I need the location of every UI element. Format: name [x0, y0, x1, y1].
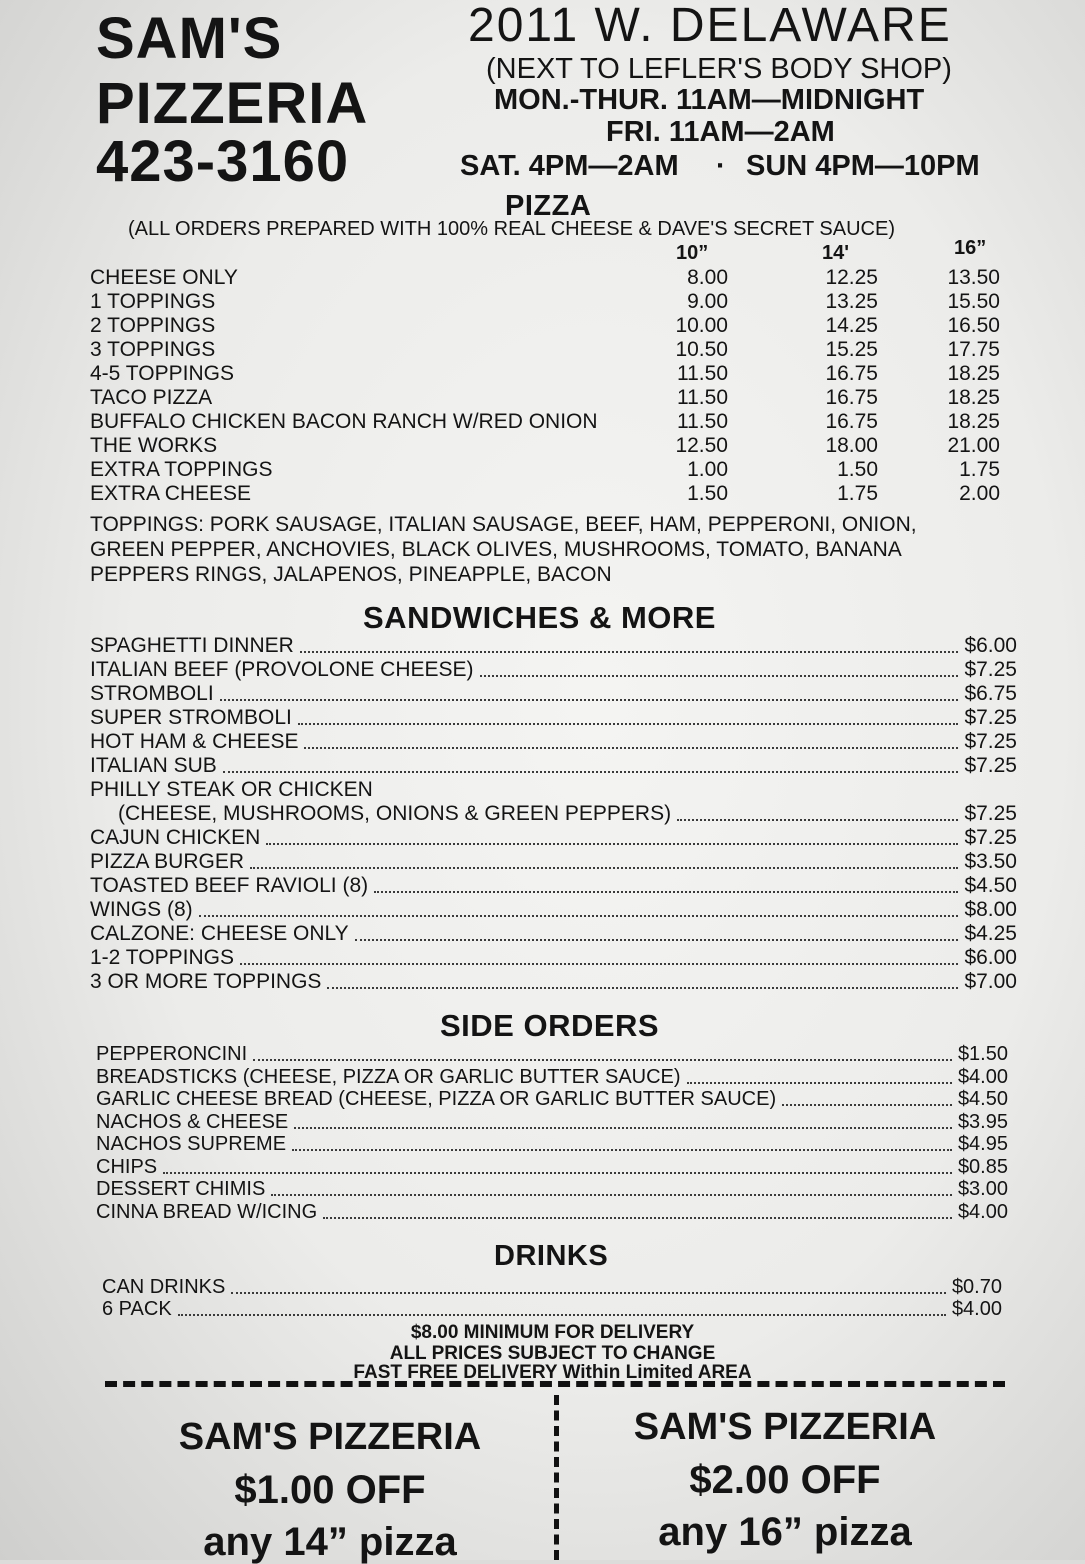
menu-item-price: $6.75 — [964, 682, 1017, 705]
pizza-row — [90, 362, 1010, 386]
menu-item-row — [96, 1110, 1008, 1134]
menu-item-price: $3.50 — [964, 850, 1017, 873]
drinks-section-title: DRINKS — [494, 1240, 609, 1272]
size-header-10: 10” — [676, 242, 709, 264]
pizza-item-name: 3 TOPPINGS — [90, 338, 216, 361]
dot-leader — [374, 891, 958, 893]
hours-sun: SUN 4PM—10PM — [746, 150, 980, 182]
menu-item-row — [90, 922, 1017, 946]
menu-item-price: $6.00 — [964, 946, 1017, 969]
menu-item-row — [90, 658, 1017, 682]
price-16: 15.50 — [947, 290, 1000, 313]
price-16: 21.00 — [947, 434, 1000, 457]
side-orders-section-title: SIDE ORDERS — [440, 1008, 660, 1043]
dot-leader — [199, 915, 959, 917]
menu-item-name: PEPPERONCINI — [96, 1043, 248, 1065]
menu-item-name: NACHOS SUPREME — [96, 1133, 287, 1155]
pizza-item-name: 2 TOPPINGS — [90, 314, 216, 337]
dot-leader — [677, 819, 958, 821]
dot-leader — [304, 747, 958, 749]
menu-item-name: ITALIAN BEEF (PROVOLONE CHEESE) — [90, 658, 474, 681]
hours-separator: · — [716, 150, 726, 182]
price-16: 17.75 — [947, 338, 1000, 361]
price-10: 1.00 — [687, 458, 728, 481]
price-14: 1.75 — [837, 482, 878, 505]
menu-item-name: 1-2 TOPPINGS — [90, 946, 234, 969]
dot-leader — [178, 1314, 946, 1316]
pizza-row — [90, 410, 1010, 434]
menu-item-row — [96, 1177, 1008, 1201]
dot-leader — [294, 1127, 952, 1129]
phone-number: 423-3160 — [96, 129, 350, 194]
menu-item-price: $4.50 — [964, 874, 1017, 897]
menu-item-row — [90, 970, 1017, 994]
pizza-item-name: TACO PIZZA — [90, 386, 213, 409]
pizza-row — [90, 386, 1010, 410]
price-14: 15.25 — [825, 338, 878, 361]
price-14: 14.25 — [825, 314, 878, 337]
price-10: 11.50 — [677, 386, 728, 409]
price-10: 12.50 — [675, 434, 728, 457]
menu-item-name: 3 OR MORE TOPPINGS — [90, 970, 322, 993]
menu-item-row — [96, 1132, 1008, 1156]
menu-item-price: $7.25 — [964, 826, 1017, 849]
menu-item-name: CHIPS — [96, 1155, 158, 1178]
price-14: 16.75 — [825, 386, 878, 409]
menu-item-row — [90, 754, 1017, 778]
coupon-divider — [554, 1395, 559, 1560]
menu-item-row — [90, 826, 1017, 850]
menu-item-name: CAJUN CHICKEN — [90, 826, 261, 849]
pizza-note: (ALL ORDERS PREPARED WITH 100% REAL CHEESE & DAVE'S SECRET SAUCE) — [128, 218, 895, 240]
menu-item-price: $7.25 — [964, 658, 1017, 681]
dot-leader — [298, 723, 959, 725]
price-10: 10.50 — [675, 338, 728, 361]
dot-leader — [300, 651, 959, 653]
menu-item-name: WINGS (8) — [90, 898, 193, 921]
menu-item-price: $7.25 — [964, 802, 1017, 825]
pizza-item-name: BUFFALO CHICKEN BACON RANCH W/RED ONION — [90, 410, 598, 433]
menu-item-name: ITALIAN SUB — [90, 754, 217, 777]
price-16: 2.00 — [959, 482, 1000, 505]
price-14: 12.25 — [825, 266, 878, 289]
dot-leader — [292, 1149, 952, 1151]
menu-item-name: GARLIC CHEESE BREAD (CHEESE, PIZZA OR GARLIC BUTTER SAUCE) — [96, 1088, 777, 1110]
dot-leader — [240, 963, 958, 965]
pizza-row — [90, 338, 1010, 362]
price-16: 18.25 — [947, 410, 1000, 433]
menu-item-price: $3.95 — [957, 1110, 1008, 1133]
menu-item-name: CAN DRINKS — [102, 1276, 226, 1298]
dot-leader — [323, 1217, 952, 1219]
menu-item-row — [90, 778, 1017, 802]
hours-sat: SAT. 4PM—2AM — [460, 150, 679, 182]
pizza-item-name: EXTRA TOPPINGS — [90, 458, 273, 481]
menu-item-price: $7.25 — [964, 706, 1017, 729]
menu-item-row — [90, 898, 1017, 922]
dot-leader — [266, 843, 958, 845]
menu-item-price: $8.00 — [964, 898, 1017, 921]
menu-item-row — [90, 706, 1017, 730]
price-16: 16.50 — [947, 314, 1000, 337]
dot-leader — [355, 939, 959, 941]
dot-leader — [253, 1059, 952, 1061]
menu-item-row — [96, 1155, 1008, 1179]
toppings-list: TOPPINGS: PORK SAUSAGE, ITALIAN SAUSAGE, BEEF, HAM, PEPPERONI, ONION, GREEN PEPPER, ANCHOVIES, BLACK OLIVES, MUSHROOMS, TOMATO, BANANA PEPPERS RINGS, JALAPENOS, PINEAPPLE, BACON — [90, 513, 917, 586]
menu-item-price: $7.25 — [964, 754, 1017, 777]
address: 2011 W. DELAWARE — [468, 0, 952, 52]
size-header-14: 14' — [822, 242, 850, 264]
menu-item-row — [90, 850, 1017, 874]
menu-item-row — [96, 1042, 1008, 1066]
menu-item-name: PHILLY STEAK OR CHICKEN — [90, 778, 373, 801]
menu-item-price: $7.25 — [964, 730, 1017, 753]
menu-item-name: BREADSTICKS (CHEESE, PIZZA OR GARLIC BUTTER SAUCE) — [96, 1065, 681, 1088]
menu-item-price: $3.00 — [957, 1178, 1008, 1200]
dot-leader — [231, 1292, 946, 1294]
pizza-row — [90, 482, 1010, 506]
restaurant-name-line1: SAM'S — [96, 6, 283, 71]
hours-fri: FRI. 11AM—2AM — [606, 116, 835, 148]
menu-item-price: $0.70 — [951, 1276, 1002, 1298]
price-10: 1.50 — [687, 482, 728, 505]
menu-item-name: NACHOS & CHEESE — [96, 1110, 289, 1133]
dot-leader — [250, 867, 958, 869]
coupon-cut-line — [105, 1381, 1005, 1387]
menu-item-row — [96, 1200, 1008, 1224]
menu-item-price: $7.00 — [964, 970, 1017, 993]
menu-item-name: 6 PACK — [102, 1298, 172, 1320]
price-14: 16.75 — [825, 362, 878, 385]
pizza-row — [90, 458, 1010, 482]
coupon-2-condition: any 16” pizza — [658, 1510, 912, 1554]
menu-item-name: DESSERT CHIMIS — [96, 1178, 266, 1200]
coupon-1-condition: any 14” pizza — [203, 1520, 457, 1564]
price-10: 11.50 — [677, 362, 728, 385]
menu-item-row — [96, 1065, 1008, 1089]
menu-item-name: SUPER STROMBOLI — [90, 706, 292, 729]
price-10: 9.00 — [687, 290, 728, 313]
dot-leader — [163, 1172, 952, 1174]
dot-leader — [327, 987, 958, 989]
hours-mon-thur: MON.-THUR. 11AM—MIDNIGHT — [494, 84, 925, 116]
price-16: 18.25 — [947, 386, 1000, 409]
menu-item-price: $4.50 — [957, 1088, 1008, 1110]
size-header-16: 16” — [954, 237, 987, 259]
menu-item-row — [102, 1275, 1002, 1299]
price-14: 13.25 — [825, 290, 878, 313]
price-14: 18.00 — [825, 434, 878, 457]
delivery-minimum: $8.00 MINIMUM FOR DELIVERY — [410, 1322, 695, 1343]
menu-item-row — [96, 1087, 1008, 1111]
pizza-item-name: 1 TOPPINGS — [90, 290, 216, 313]
menu-item-name: STROMBOLI — [90, 682, 214, 705]
free-delivery-note: FAST FREE DELIVERY Within Limited AREA — [353, 1362, 752, 1383]
coupon-1-name: SAM'S PIZZERIA — [178, 1416, 482, 1458]
menu-item-name: CINNA BREAD W/ICING — [96, 1200, 318, 1223]
price-14: 16.75 — [825, 410, 878, 433]
menu-item-price: $4.00 — [957, 1065, 1008, 1088]
pizza-item-name: EXTRA CHEESE — [90, 482, 252, 505]
menu-item-name: (CHEESE, MUSHROOMS, ONIONS & GREEN PEPPERS) — [118, 802, 672, 825]
menu-item-price: $4.00 — [951, 1298, 1002, 1320]
menu-item-name: SPAGHETTI DINNER — [90, 634, 294, 657]
menu-item-row — [90, 946, 1017, 970]
pizza-row — [90, 434, 1010, 458]
menu-item-price: $4.00 — [957, 1200, 1008, 1223]
menu-item-price: $1.50 — [957, 1043, 1008, 1065]
menu-item-row — [102, 1297, 1002, 1321]
price-16: 13.50 — [947, 266, 1000, 289]
coupon-1-offer: $1.00 OFF — [234, 1468, 426, 1512]
pizza-row — [90, 290, 1010, 314]
menu-item-price: $6.00 — [964, 634, 1017, 657]
dot-leader — [223, 771, 959, 773]
menu-item-name: PIZZA BURGER — [90, 850, 245, 873]
menu-item-price: $4.25 — [964, 922, 1017, 945]
menu-item-row — [90, 682, 1017, 706]
menu-item-price: $4.95 — [957, 1133, 1008, 1155]
dot-leader — [782, 1104, 952, 1106]
pizza-item-name: THE WORKS — [90, 434, 218, 457]
price-14: 1.50 — [837, 458, 878, 481]
price-10: 8.00 — [687, 266, 728, 289]
menu-item-name: TOASTED BEEF RAVIOLI (8) — [90, 874, 369, 897]
restaurant-name-line2: PIZZERIA — [96, 71, 369, 136]
menu-item-name: HOT HAM & CHEESE — [90, 730, 299, 753]
dot-leader — [687, 1082, 952, 1084]
pizza-section-title: PIZZA — [505, 190, 592, 222]
dot-leader — [480, 675, 959, 677]
landmark: (NEXT TO LEFLER'S BODY SHOP) — [486, 53, 952, 85]
pizza-row — [90, 314, 1010, 338]
price-10: 11.50 — [677, 410, 728, 433]
price-change-note: ALL PRICES SUBJECT TO CHANGE — [389, 1343, 716, 1364]
menu-item-row — [90, 634, 1017, 658]
menu-item-price: $0.85 — [957, 1155, 1008, 1178]
price-16: 18.25 — [947, 362, 1000, 385]
dot-leader — [271, 1194, 952, 1196]
menu-item-row — [90, 730, 1017, 754]
menu-item-name: CALZONE: CHEESE ONLY — [90, 922, 349, 945]
price-16: 1.75 — [959, 458, 1000, 481]
menu-item-row — [90, 874, 1017, 898]
sandwiches-section-title: SANDWICHES & MORE — [363, 600, 716, 635]
pizza-row — [90, 266, 1010, 290]
pizza-item-name: 4-5 TOPPINGS — [90, 362, 234, 385]
dot-leader — [220, 699, 959, 701]
coupon-2-offer: $2.00 OFF — [689, 1458, 881, 1502]
price-10: 10.00 — [675, 314, 728, 337]
pizza-item-name: CHEESE ONLY — [90, 266, 238, 289]
menu-item-row — [90, 802, 1017, 826]
coupon-2-name: SAM'S PIZZERIA — [633, 1406, 937, 1448]
